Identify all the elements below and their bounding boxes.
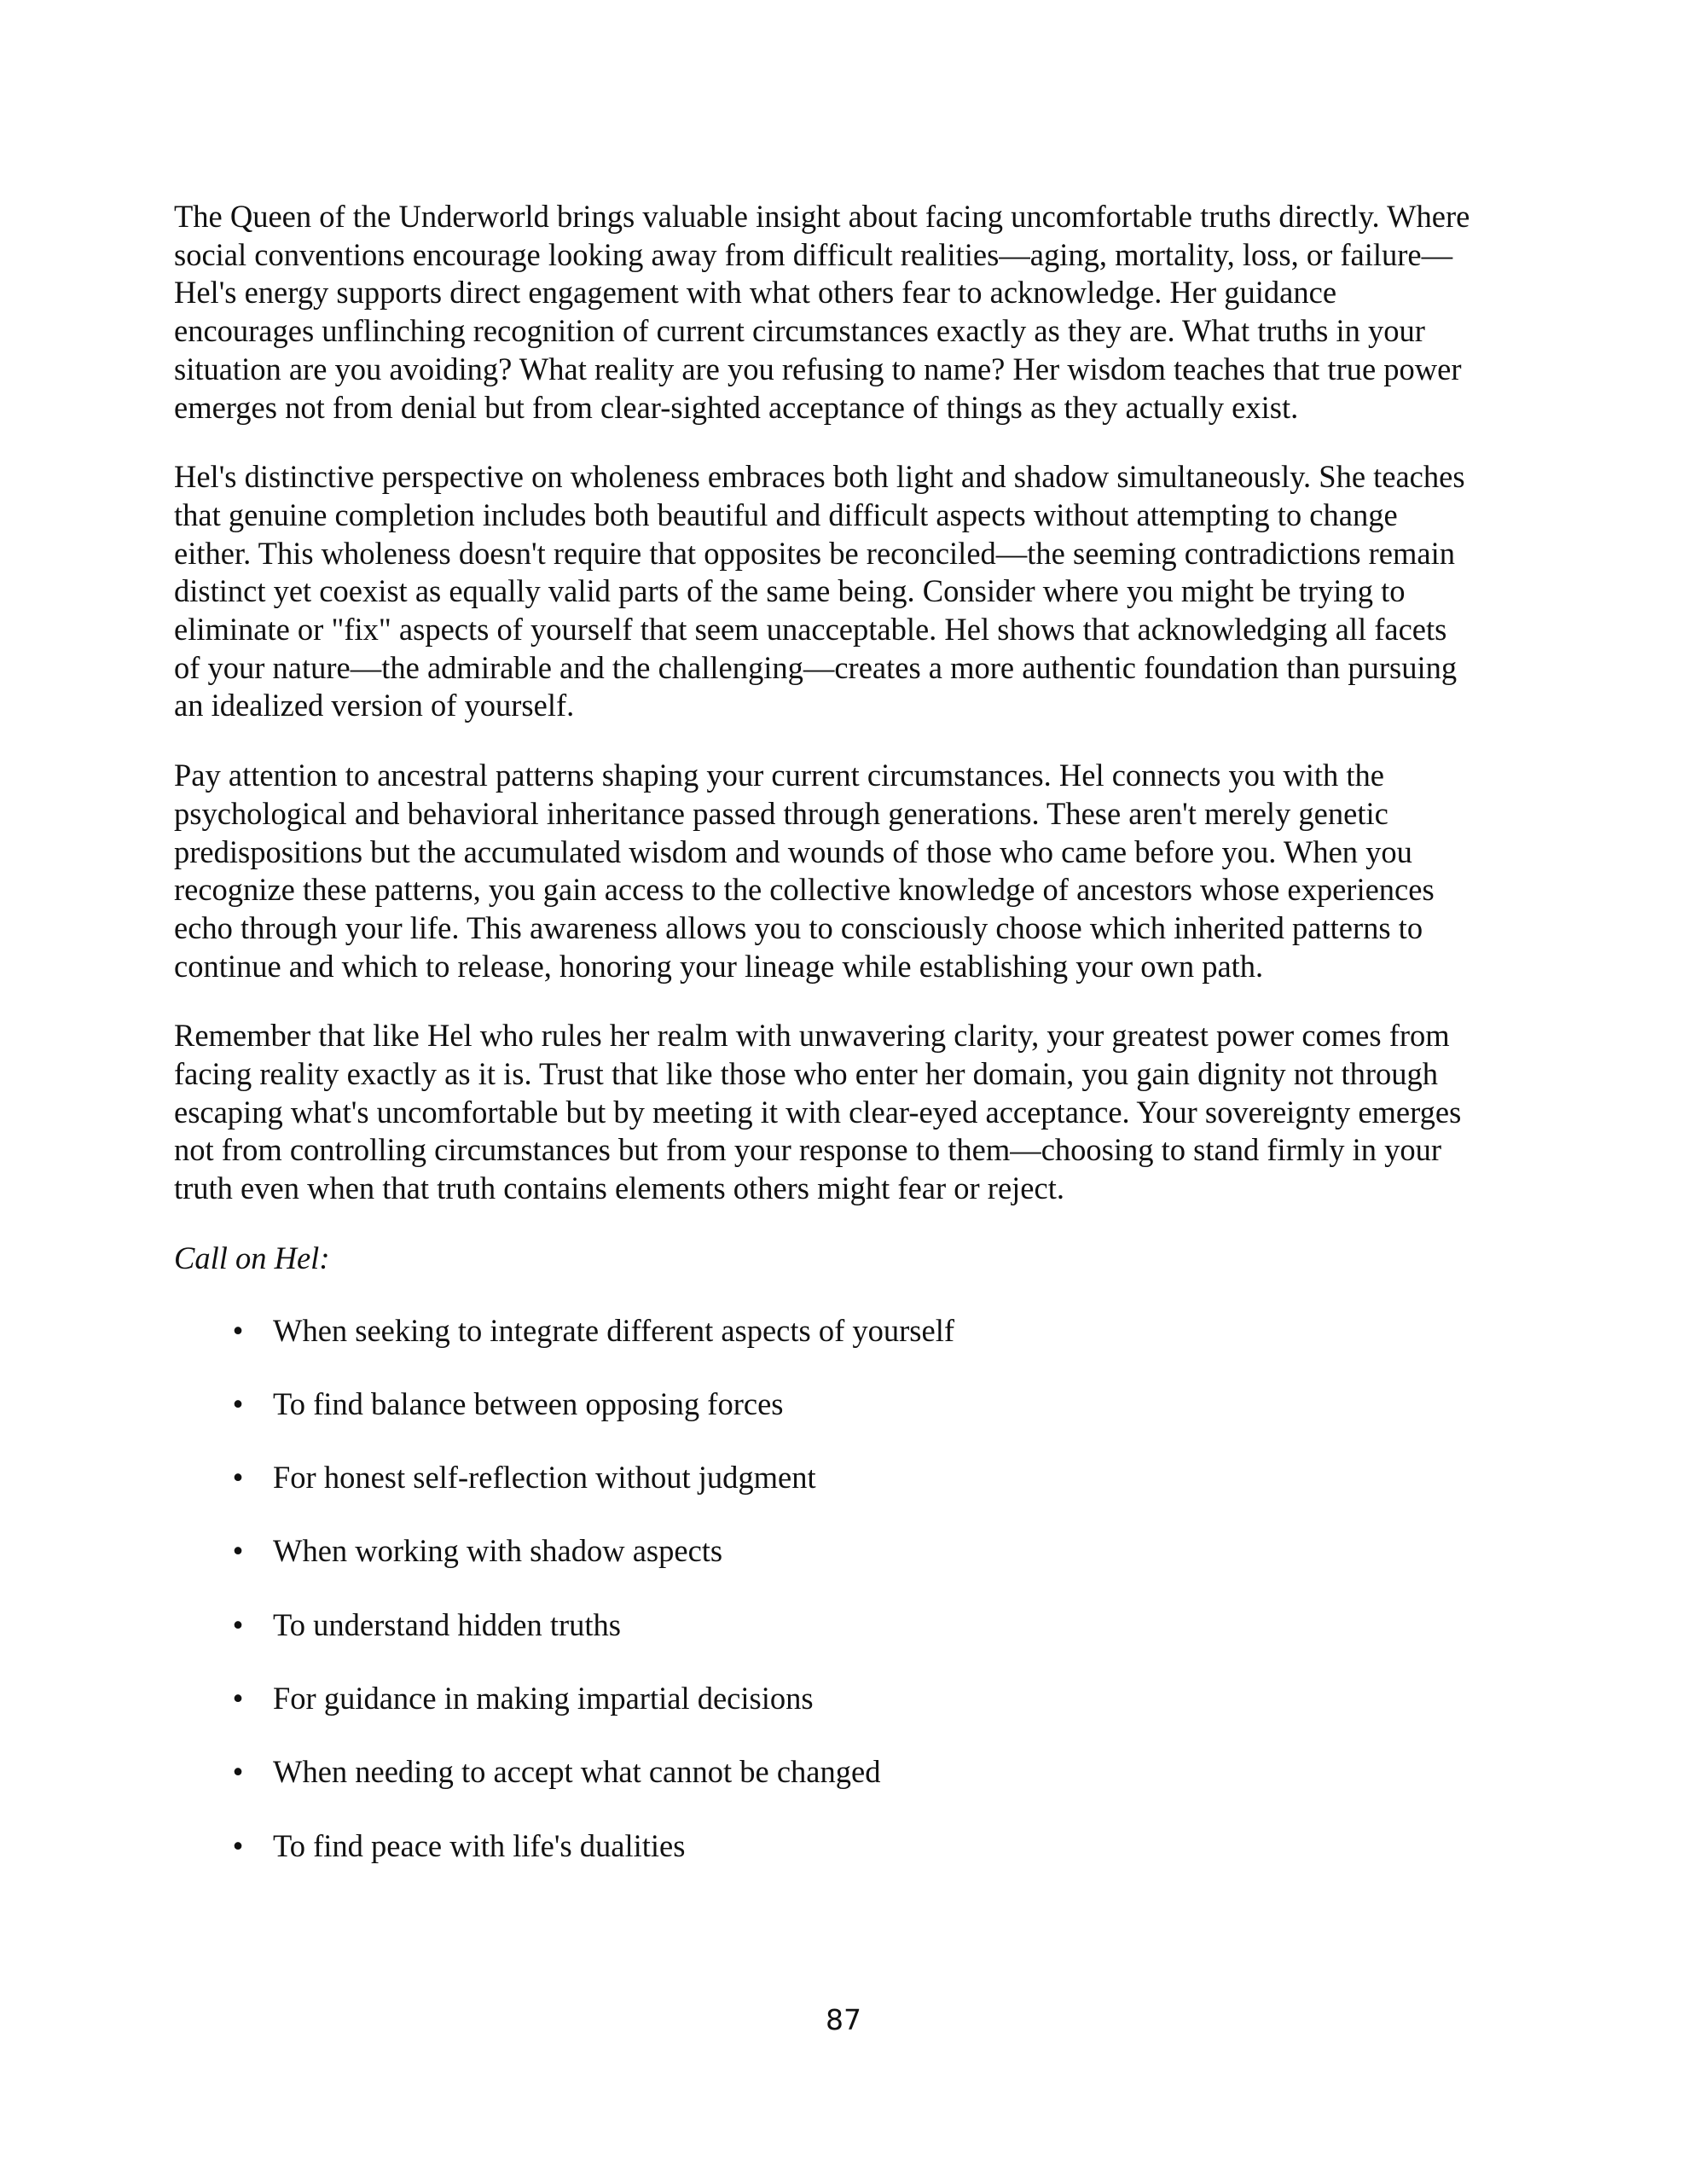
page-number: 87 bbox=[826, 2003, 861, 2036]
page-content bbox=[174, 198, 1479, 1901]
list-item-text: To find balance between opposing forces bbox=[273, 1385, 784, 1421]
list-item-text: To understand hidden truths bbox=[273, 1606, 622, 1642]
list-item bbox=[174, 1827, 1479, 1866]
bullet-icon: • bbox=[232, 1312, 244, 1348]
paragraph-1: The Queen of the Underworld brings valuable insight about facing uncomfortable truths directly. Where social conventions encourage looking away from difficult realities—aging, mortality, loss, or failure—Hel's energy supports direct engagement with what others fear to acknowledge. Her guidance encourages unflinching recognition of current circumstances exactly as they are. What truths in your situation are you avoiding? What reality are you refusing to name? Her wisdom teaches that true power emerges not from denial but from clear-sighted acceptance of things as they actually exist. bbox=[174, 199, 1470, 425]
list-item bbox=[174, 1753, 1479, 1792]
bullet-icon: • bbox=[232, 1460, 244, 1496]
list-item bbox=[174, 1459, 1479, 1497]
bullet-icon: • bbox=[232, 1827, 244, 1863]
list-item-text: For honest self-reflection without judgment bbox=[273, 1460, 816, 1496]
list-item-text: When seeking to integrate different aspects of yourself bbox=[273, 1312, 954, 1348]
paragraph-3: Pay attention to ancestral patterns shaping your current circumstances. Hel connects you with the psychological and behavioral inheritance passed through generations. These aren't merely genetic predispositions but the accumulated wisdom and wounds of those who came before you. When you recognize these patterns, you gain access to the collective knowledge of ancestors whose experiences echo through your life. This awareness allows you to consciously choose which inherited patterns to continue and which to release, honoring your lineage while establishing your own path. bbox=[174, 758, 1435, 984]
list-item-text: For guidance in making impartial decisions bbox=[273, 1681, 814, 1716]
list-item bbox=[174, 1312, 1479, 1350]
paragraph-2: Hel's distinctive perspective on wholeness embraces both light and shadow simultaneously. She teaches that genuine completion includes both beautiful and difficult aspects without attempting to change either. This wholeness doesn't require that opposites be reconciled—the seeming contradictions remain distinct yet coexist as equally valid parts of the same being. Consider where you might be trying to eliminate or "fix" aspects of yourself that seem unacceptable. Hel shows that acknowledging all facets of your nature—the admirable and the challenging—creates a more authentic foundation than pursuing an idealized version of yourself. bbox=[174, 459, 1465, 723]
list-item bbox=[174, 1606, 1479, 1645]
list-item-text: When working with shadow aspects bbox=[273, 1533, 723, 1569]
call-on-list bbox=[174, 1312, 1479, 1866]
bullet-icon: • bbox=[232, 1533, 244, 1569]
call-on-heading: Call on Hel: bbox=[174, 1240, 330, 1275]
list-item-text: When needing to accept what cannot be changed bbox=[273, 1754, 881, 1790]
bullet-icon: • bbox=[232, 1681, 244, 1716]
list-item bbox=[174, 1680, 1479, 1718]
list-item bbox=[174, 1532, 1479, 1571]
list-item bbox=[174, 1385, 1479, 1424]
bullet-icon: • bbox=[232, 1754, 244, 1790]
bullet-icon: • bbox=[232, 1385, 244, 1421]
list-item-text: To find peace with life's dualities bbox=[273, 1827, 686, 1863]
bullet-icon: • bbox=[232, 1606, 244, 1642]
paragraph-4: Remember that like Hel who rules her realm with unwavering clarity, your greatest power comes from facing reality exactly as it is. Trust that like those who enter her domain, you gain dignity not through escaping what's uncomfortable but by meeting it with clear-eyed acceptance. Your sovereignty emerges not from controlling circumstances but from your response to them—choosing to stand firmly in your truth even when that truth contains elements others might fear or reject. bbox=[174, 1018, 1462, 1206]
